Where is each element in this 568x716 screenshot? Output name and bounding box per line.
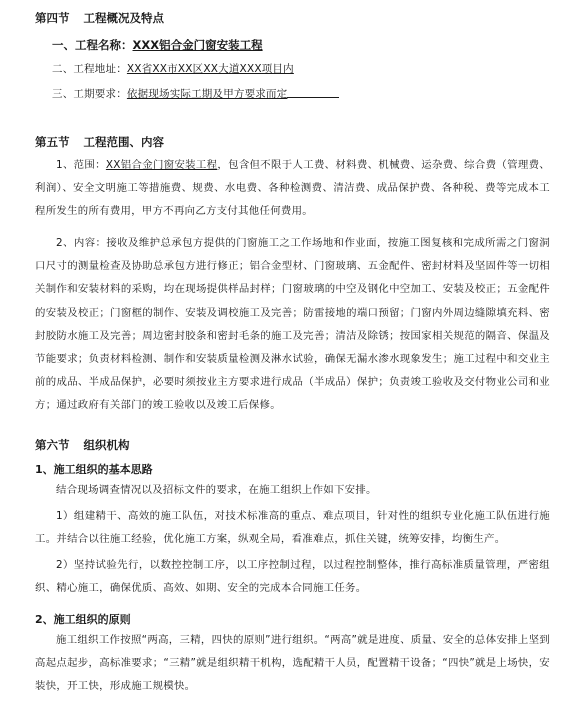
section-6-title: 组织机构 <box>83 438 130 452</box>
schedule-value: 依据现场实际工期及甲方要求而定 <box>126 88 288 100</box>
project-address-line <box>52 61 294 76</box>
project-name-value: XXX铝合金门窗安装工程 <box>132 38 263 52</box>
principles-paragraph: 施工组织工作按照“两高，三精，四快的原则”进行组织。“两高”就是进度、质量、安全的总体安排上坚到高起点起步，高标准要求；“三精”就是组织精干机构，选配精干人员，配置精干设备；“四快”就是上场快，安装快，开工快，形成施工规模快。 <box>35 634 550 693</box>
section-6-heading <box>35 437 130 453</box>
approach-point-2-paragraph: 2）坚持试验先行，以数控控制工序，以工序控制过程，以过程控制整体，推行高标准质量管理，严密组织、精心施工，确保优质、高效、如期、安全的完成本合同施工任务。 <box>35 559 550 595</box>
project-name-line <box>52 37 263 53</box>
schedule-underline-blank <box>287 86 339 98</box>
section-6-number: 第六节 <box>35 438 70 452</box>
section-4-heading <box>35 10 164 26</box>
approach-intro-paragraph: 结合现场调查情况以及招标文件的要求，在施工组织上作如下安排。 <box>56 484 377 496</box>
schedule-label: 三、工期要求： <box>52 88 127 100</box>
content-paragraph: 2、内容：接收及维护总承包方提供的门窗施工之工作场地和作业面，按施工图复核和完成所需之门窗洞口尺寸的测量检查及协助总承包方进行修正；铝合金型材、门窗玻璃、五金配件、密封材料及坚固件等一切相关制作和安装材料的采购，均在现场提供样品封样；门窗玻璃的中空及钢化中空加工、安装及校正；五金配件的安装及校正；门窗框的制作、安装及调校施工及完善；防雷接地的端口预留；门窗内外周边缝隙填充料、密封胶防水施工及完善；周边密封胶条和密封毛条的施工及完善；清洁及除锈；按国家相关规范的隔音、保温及节能要求；负责材料检测、制作和安装质量检测及淋水试验，确保无漏水渗水现象发生；施工过程中和交业主前的成品、半成品保护，必要时须按业主方要求进行成品（半成品）保护；负责竣工验收及交付物业公司和业方；通过政府有关部门的竣工验收以及竣工后保修。 <box>35 237 550 412</box>
scope-prefix: 1、范围： <box>56 159 106 171</box>
section-4-number: 第四节 <box>35 11 70 25</box>
subheading-basic-approach: 1、施工组织的基本思路 <box>35 463 153 476</box>
schedule-line <box>52 86 339 101</box>
project-name-label: 一、工程名称： <box>52 38 133 52</box>
scope-paragraph <box>35 154 550 224</box>
section-5-heading <box>35 134 164 150</box>
subheading-principles: 2、施工组织的原则 <box>35 613 131 626</box>
project-address-label: 二、工程地址： <box>52 63 127 75</box>
section-4-title: 工程概况及特点 <box>83 11 164 25</box>
project-address-value: XX省XX市XX区XX大道XXX项目内 <box>126 63 294 75</box>
scope-rest: ，包含但不限于人工费、材料费、机械费、运杂费、综合费（管理费、利润）、安全文明施工等措施费、规费、水电费、各种检测费、清洁费、成品保护费、各种税、费等完成本工程所发生的所有费用，甲方不再向乙方支付其他任何费用。 <box>35 159 550 218</box>
scope-value: XX铝合金门窗安装工程 <box>105 159 218 171</box>
approach-point-1-paragraph: 1）组建精干、高效的施工队伍，对技术标准高的重点、难点项目，针对性的组织专业化施工队伍进行施工。并结合以往施工经验，优化施工方案，纵观全局，看准难点，抓住关键，统筹安排，均衡生产。 <box>35 510 550 546</box>
section-5-title: 工程范围、内容 <box>83 135 164 149</box>
section-5-number: 第五节 <box>35 135 70 149</box>
